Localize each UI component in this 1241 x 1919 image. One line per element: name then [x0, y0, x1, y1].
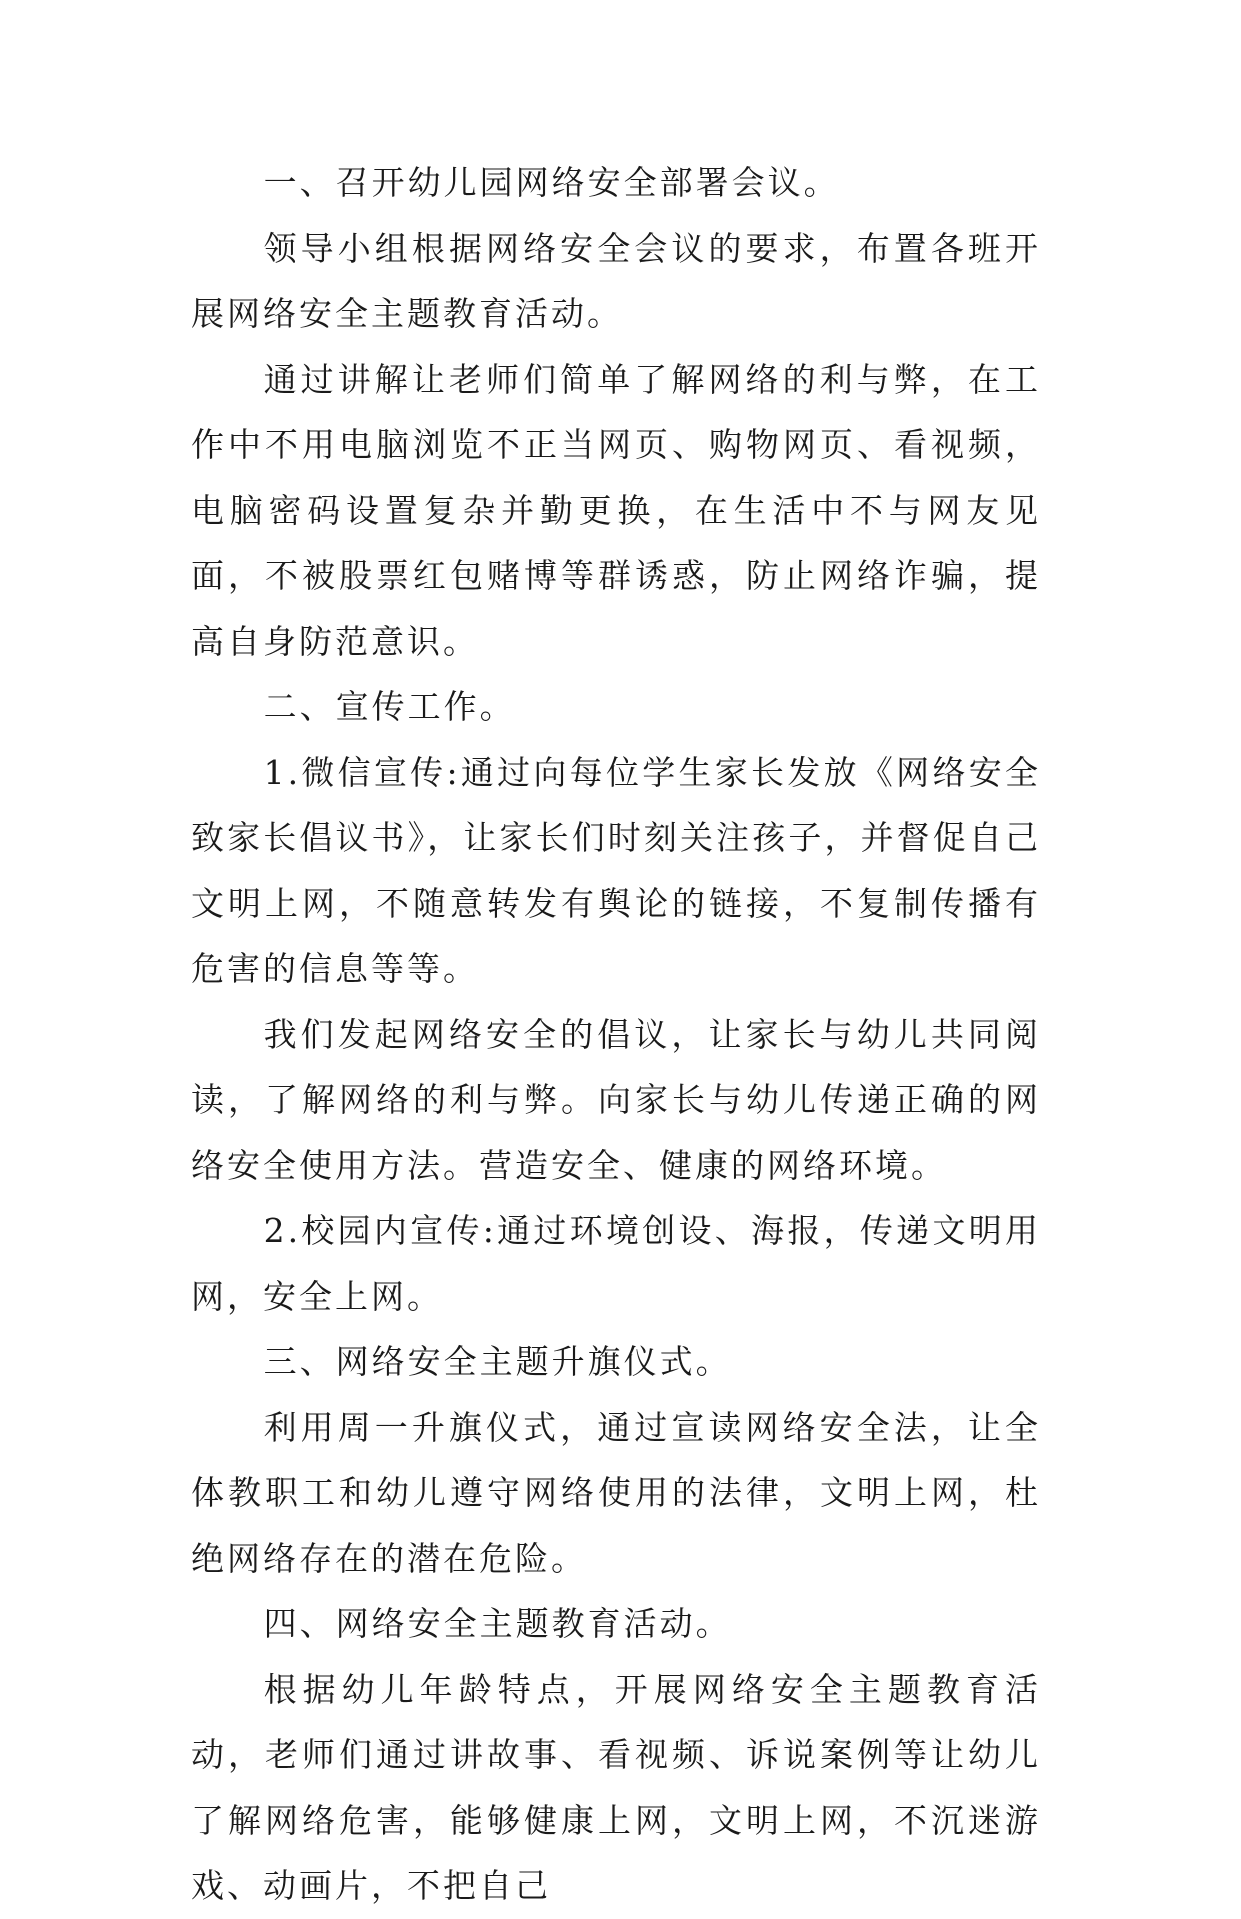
paragraph: 2.校园内宣传:通过环境创设、海报，传递文明用网，安全上网。	[191, 1211, 1041, 1316]
paragraph: 根据幼儿年龄特点，开展网络安全主题教育活动，老师们通过讲故事、看视频、诉说案例等让幼儿了解网络危害，能够健康上网，文明上网，不沉迷游戏、动画片，不把自己	[191, 1669, 1041, 1905]
paragraph: 通过讲解让老师们简单了解网络的利与弊，在工作中不用电脑浏览不正当网页、购物网页、看视频，电脑密码设置复杂并勤更换，在生活中不与网友见面，不被股票红包赌博等群诱惑，防止网络诈骗，提高自身防范意识。	[191, 359, 1041, 661]
section-heading-3: 三、网络安全主题升旗仪式。	[263, 1342, 732, 1381]
paragraph: 我们发起网络安全的倡议，让家长与幼儿共同阅读，了解网络的利与弊。向家长与幼儿传递正确的网络安全使用方法。营造安全、健康的网络环境。	[191, 1014, 1041, 1185]
section-heading-1: 一、召开幼儿园网络安全部署会议。	[263, 163, 840, 202]
paragraph: 领导小组根据网络安全会议的要求，布置各班开展网络安全主题教育活动。	[191, 228, 1041, 333]
paragraph: 1.微信宣传:通过向每位学生家长发放《网络安全致家长倡议书》，让家长们时刻关注孩子，并督促自己文明上网，不随意转发有舆论的链接，不复制传播有危害的信息等等。	[191, 752, 1041, 988]
section-heading-4: 四、网络安全主题教育活动。	[263, 1604, 732, 1643]
document-body	[191, 150, 1041, 1919]
section-heading-2: 二、宣传工作。	[263, 687, 516, 726]
paragraph: 利用周一升旗仪式，通过宣读网络安全法，让全体教职工和幼儿遵守网络使用的法律，文明上网，杜绝网络存在的潜在危险。	[191, 1407, 1041, 1578]
